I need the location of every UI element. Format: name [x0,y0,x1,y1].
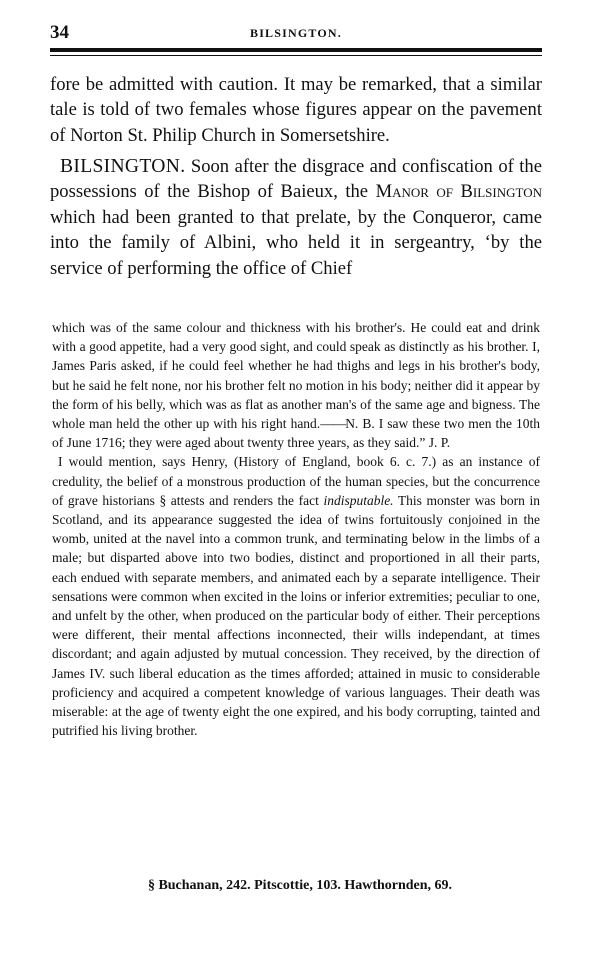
footnotes-block [52,318,540,740]
manor-name: Manor of Bilsington [375,181,542,203]
section-heading: BILSINGTON. [60,156,186,177]
header-rule-thick [50,48,542,52]
main-text-paragraph-2 [50,154,542,281]
note-emphasis: indisputable. [323,492,394,508]
paragraph-text-part: which had been granted to that prelate, by the Conqueror, came into the family of Albini, who held it in sergeantry, ‘by the service of performing the office of Chief [50,206,542,279]
paragraph-text-part: Soon after the disgrace and confiscation of the possessions of the Bishop of Baieux, the [50,156,542,203]
bottom-footnote: § Buchanan, 242. Pitscottie, 103. Hawthornden, 69. [147,878,453,893]
running-head: BILSINGTON. [249,26,342,40]
note-text: N. B. I saw these two men the 10th of June 1716; they were aged about twenty three years, as they said.” J. P. [52,416,541,451]
note-dash: —— [320,416,346,432]
note-text: This monster was born in Scotland, and its appearance suggested the idea of twins fortuitously conjoined in the womb, united at the navel into a common trunk, and terminating below in the limbs of a male; but disparted above into two bodies, distinct and proportioned in all their parts, each endued with separate members, and animated each by a separate intelligence. Their sensations were common when excited in the loins or inferior extremities; peculiar to one, and unfelt by the other, when produced on the particular body of either. Their perceptions were different, their mental affections inconnected, their wills independant, at times discordant; and again adjusted by mutual concession. They received, by the direction of James IV. such liberal education as the times afforded; attained in music to considerable proficiency and acquired a competent knowledge of various languages. Their death was miserable: at the age of twenty eight the one expired, and his body corrupting, tainted and putrified his living brother. [52,492,540,739]
note-paragraph-2 [52,452,540,740]
note-text: which was of the same colour and thickness with his brother's. He could eat and drink with a good appetite, had a very good sight, and could speak as distinctly as his brother. I, James Paris asked, if he could feel whether he had thighs and legs in his brother's body, but he said he felt none, nor his brother felt no motion in his body; neither did it appear by the form of his belly, which was as flat as another man's of the same age and bigness. The whole man held the other up with his right hand. [52,320,540,432]
header-rule-thin [50,55,542,56]
page-header [50,22,542,44]
main-text-paragraph-1 [50,72,542,148]
paragraph-text: fore be admitted with caution. It may be remarked, that a similar tale is told of two females whose figures appear on the pavement of Norton St. Philip Church in Somersetshire. [50,74,542,146]
page-number: 34 [50,22,69,43]
note-paragraph-1 [52,318,540,452]
note-text: I would mention, says Henry, (History of England, book 6. c. 7.) as an instance of credulity, the belief of a monstrous production of the human species, but the concurrence of grave historians § attests and renders the fact [52,454,540,508]
paragraph-text [50,154,542,281]
